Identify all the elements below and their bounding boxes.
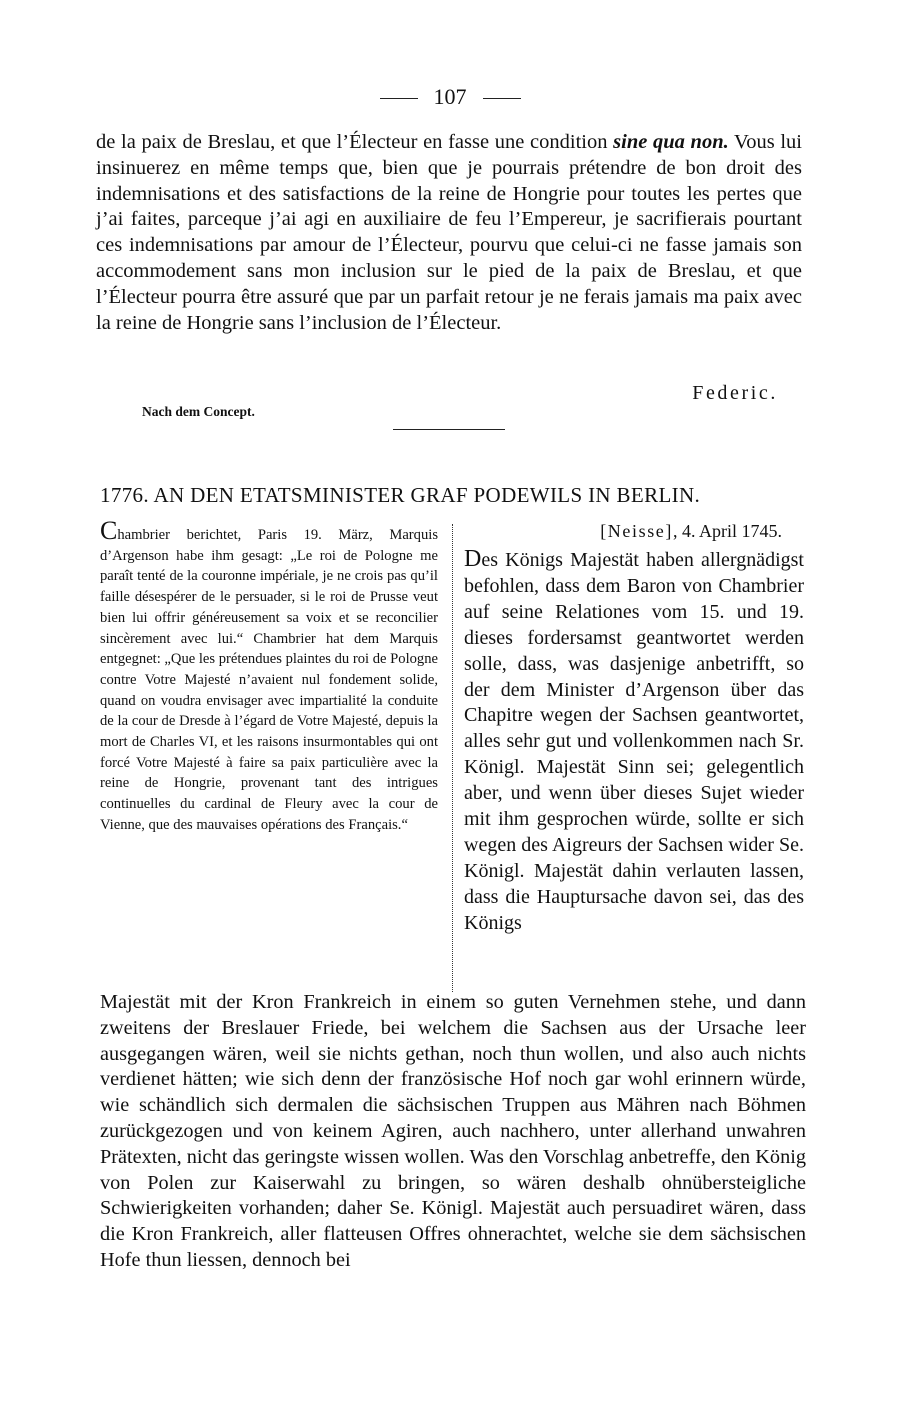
page-header (0, 84, 900, 110)
letter-body-column (464, 547, 804, 937)
document-heading: 1776. AN DEN ETATSMINISTER GRAF PODEWILS IN BERLIN. (100, 483, 701, 507)
column-divider (452, 524, 453, 992)
paragraph-text-rest: Vous lui insinuerez en même temps que, bien que je pourrais prétendre de bon droit des indemnisations et des satisfactions de la reine de Hongrie pour toutes les pertes que j’ai faites, parceque j’ai agi en auxiliaire de feu l’Empereur, je sacrifierais pourtant ces indemnisations par amour de l’Électeur, pourvu que celui-ci ne fasse jamais son accommodement sans mon inclusion sur le pied de la paix de Breslau, et que l’Électeur pourra être assuré que par un parfait retour je ne ferais jamais ma paix avec la reine de Hongrie sans l’inclusion de l’Électeur. (96, 131, 802, 334)
page-number: 107 (433, 84, 467, 109)
dateline-place: [Neisse] (600, 521, 673, 541)
letter-initial: D (464, 546, 482, 572)
source-note: Nach dem Concept. (142, 404, 255, 419)
letter-body-text: es Königs Majestät haben allergnädigst befohlen, dass dem Baron von Chambrier auf seine Relationes vom 15. und 19. dieses fordersamst geantwortet werden solle, dass, was dasjenige anbetrifft, so der dem Minister d’Argenson über das Chapitre wegen der Sachsen geantwortet, alles sehr gut und vollenkommen nach Sr. Königl. Majestät Sinn sei; gelegentlich aber, und wenn über dieses Sujet wieder mit ihm gesprochen würde, sollte er sich wegen des Aigreurs der Sachsen wider Se. Königl. Majestät dahin verlauten lassen, dass die Hauptursache davon sei, das des Königs (464, 549, 804, 934)
summary-column (100, 516, 438, 836)
letter-closing-paragraph (96, 130, 802, 336)
summary-text: hambrier berichtet, Paris 19. März, Marquis d’Argenson habe ihm gesagt: „Le roi de Pologne me paraît tenté de la couronne impériale, je ne crois pas qu’il faille désespérer de le persuader, si le roi de Prusse veut bien lui offrir généreusement sa voix et se reconcilier sincèrement avec lui.“ Chambrier hat dem Marquis entgegnet: „Que les prétendues plaintes du roi de Pologne contre Votre Majesté n’avaient nul fondement solide, quand on voudra envisager avec impartialité la conduite de la cour de Dresde à l’égard de Votre Majesté, depuis la mort de Charles VI, et les raisons insurmontables qui ont forcé Votre Majesté à faire sa paix particulière avec la reine de Hongrie, provenant tant des intrigues continuelles du cardinal de Fleury avec la cour de Vienne, que des mauvaises opérations des Français.“ (100, 527, 438, 833)
header-dash-right (483, 98, 521, 99)
paragraph-text-start: de la paix de Breslau, et que l’Électeur en fasse une condition (96, 131, 614, 153)
dateline (467, 521, 782, 542)
dateline-date: , 4. April 1745. (672, 521, 782, 541)
header-dash-left (380, 98, 418, 99)
latin-phrase: sine qua non. (613, 131, 729, 153)
section-divider (393, 429, 505, 430)
summary-initial: C (100, 516, 118, 545)
letter-body-continued: Majestät mit der Kron Frankreich in einem so guten Vernehmen stehe, und dann zweitens der Breslauer Friede, bei welchem die Sachsen aus der Ursache leer ausgegangen wären, weil sie nichts gethan, noch thun wollen, und also auch nichts verdienet hätten; wie sich denn der französische Hof noch gar wohl erinnern würde, wie schändlich sich dermalen die sächsischen Truppen aus Mähren nach Böhmen zurückgezogen und von keinem Agiren, auch nachhero, unter allerhand unwahren Prätexten, nicht das geringste wissen wollen. Was den Vorschlag anbetreffe, den König von Polen zur Kaiserwahl zu bringen, so wären deshalb ohnübersteigliche Schwierigkeiten vorhanden; daher Se. Königl. Majestät auch persuadiret wären, dass die Kron Frankreich, aller flatteusen Offres ohnerachtet, welche sie dem sächsischen Hofe thun liessen, dennoch bei (100, 991, 806, 1271)
signature: Federic. (692, 382, 778, 404)
